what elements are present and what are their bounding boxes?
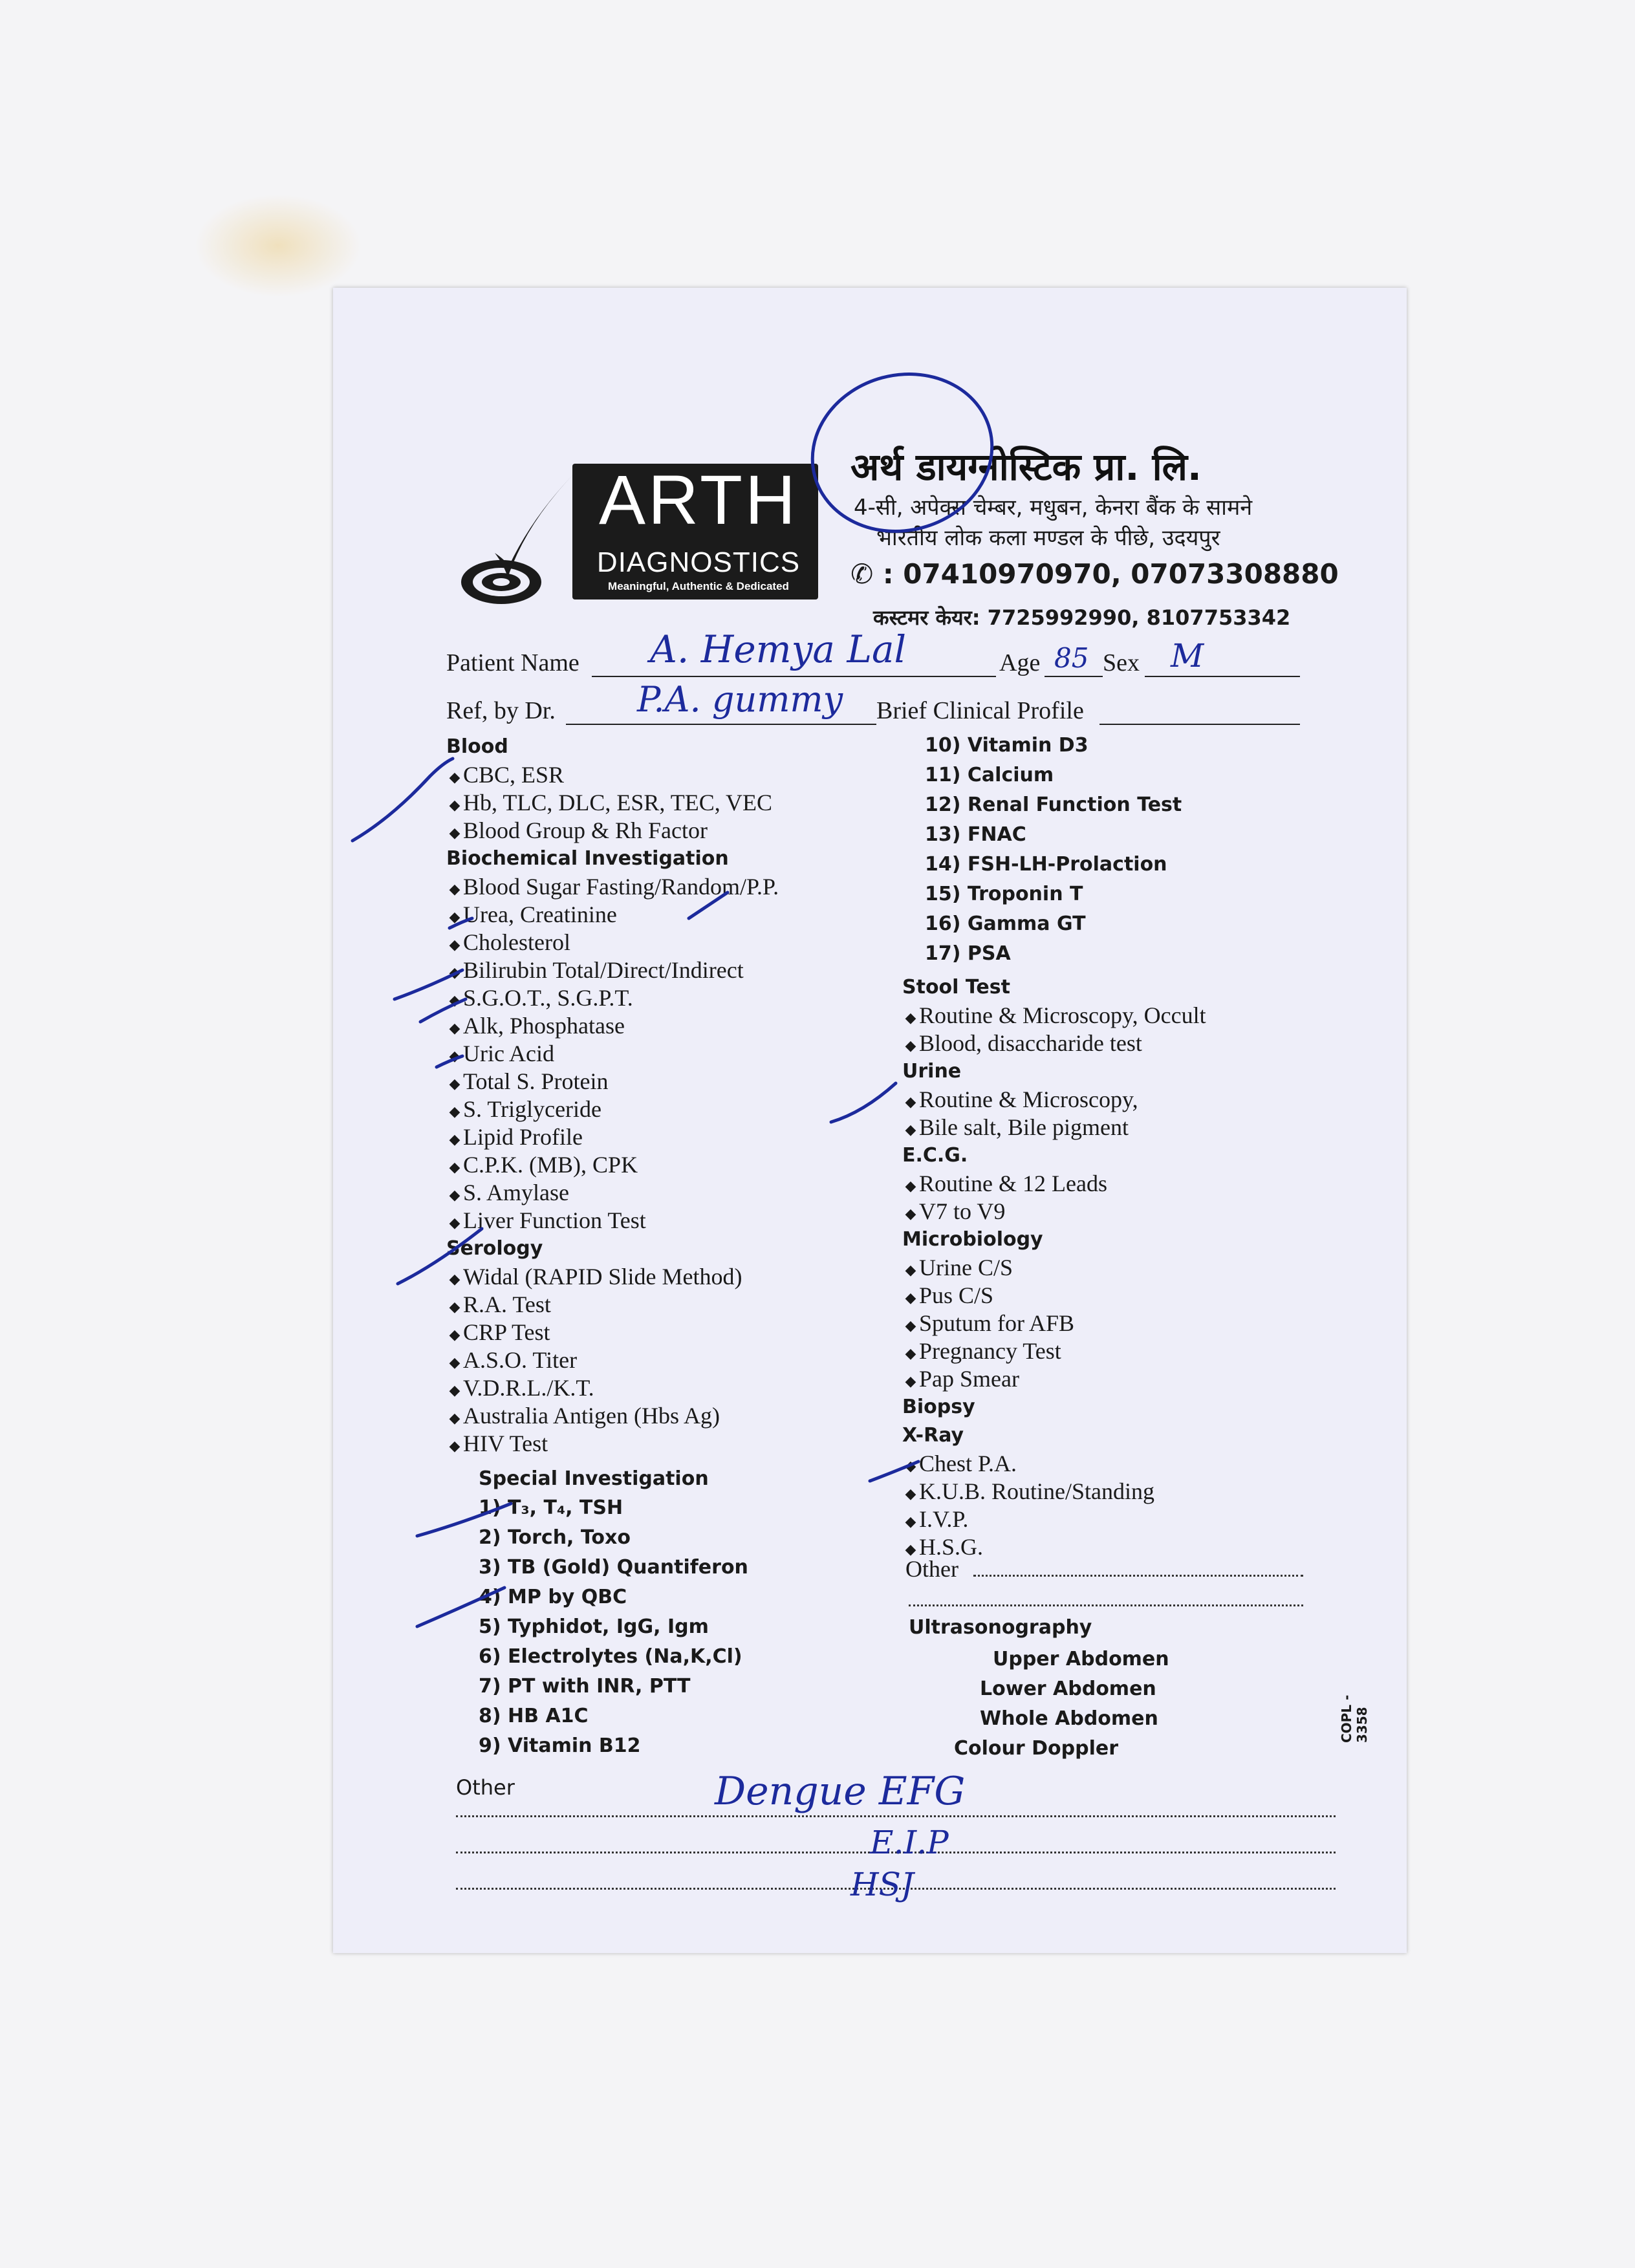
address-line-1: 4-सी, अपेक्स चेम्बर, मधुबन, केनरा बैंक के सामने <box>854 495 1253 521</box>
test-item-label: Routine & 12 Leads <box>919 1171 1107 1196</box>
test-item-label: S. Triglyceride <box>463 1096 602 1122</box>
tick-mark-bilirubin <box>395 970 462 999</box>
diamond-bullet-icon: ◆ <box>449 1382 460 1399</box>
test-item-label: V.D.R.L./K.T. <box>463 1375 594 1401</box>
diamond-bullet-icon: ◆ <box>905 1290 916 1306</box>
numbered-test-13-fnac[interactable]: 13) FNAC <box>925 823 1026 846</box>
special-test-1-t-t-tsh[interactable]: 1) T₃, T₄, TSH <box>479 1496 623 1519</box>
numbered-test-15-troponin-t[interactable]: 15) Troponin T <box>925 883 1083 905</box>
section-heading-urine: Urine <box>902 1060 962 1083</box>
test-item-label: Routine & Microscopy, <box>919 1086 1138 1112</box>
test-item-label: R.A. Test <box>463 1291 551 1317</box>
diamond-bullet-icon: ◆ <box>905 1178 916 1194</box>
section-heading-blood: Blood <box>446 735 508 758</box>
section-heading-e-c-g: E.C.G. <box>902 1144 968 1167</box>
tick-mark-sgot <box>420 999 466 1022</box>
section-heading-biochemical-investigation: Biochemical Investigation <box>446 847 729 870</box>
special-test-4-mp-by-qbc[interactable]: 4) MP by QBC <box>479 1586 627 1608</box>
address-line-2: भारतीय लोक कला मण्डल के पीछे, उदयपुर <box>876 525 1220 551</box>
diamond-bullet-icon: ◆ <box>449 1131 460 1148</box>
diamond-bullet-icon: ◆ <box>449 1326 460 1343</box>
diamond-bullet-icon: ◆ <box>449 992 460 1009</box>
tick-mark-mp <box>417 1588 504 1626</box>
test-item-label: Blood Sugar Fasting/Random/P.P. <box>463 874 779 900</box>
handwritten-other-2: E.I.P <box>870 1824 949 1861</box>
diamond-bullet-icon: ◆ <box>905 1485 916 1502</box>
diamond-bullet-icon: ◆ <box>449 1354 460 1371</box>
special-test-3-tb-gold-quantiferon[interactable]: 3) TB (Gold) Quantiferon <box>479 1556 748 1579</box>
form-code: COPL - 3358 <box>1339 1694 1370 1743</box>
section-heading-biopsy: Biopsy <box>902 1396 975 1418</box>
handwritten-age: 85 <box>1054 642 1089 674</box>
diamond-bullet-icon: ◆ <box>449 1020 460 1037</box>
usg-item-colour-doppler[interactable]: Colour Doppler <box>954 1737 1119 1760</box>
test-item-label: S. Amylase <box>463 1180 570 1205</box>
customer-care: कस्टमर केयर: 7725992990, 8107753342 <box>873 605 1291 630</box>
test-item-label: C.P.K. (MB), CPK <box>463 1152 638 1178</box>
diamond-bullet-icon: ◆ <box>905 1317 916 1334</box>
diamond-bullet-icon: ◆ <box>449 1075 460 1092</box>
company-name-hindi: अर्थ डायग्नोस्टिक प्रा. लि. <box>850 445 1202 489</box>
requisition-slip <box>333 288 1407 1953</box>
diamond-bullet-icon: ◆ <box>449 797 460 814</box>
right-other-text: Other <box>905 1556 958 1582</box>
diamond-bullet-icon: ◆ <box>449 769 460 786</box>
test-item-label: Widal (RAPID Slide Method) <box>463 1264 742 1290</box>
paper-stain <box>194 194 362 297</box>
test-item-label: Urine C/S <box>919 1255 1013 1280</box>
numbered-test-17-psa[interactable]: 17) PSA <box>925 942 1011 965</box>
test-item-label: S.G.O.T., S.G.P.T. <box>463 985 633 1011</box>
handwritten-other-1: Dengue EFG <box>715 1769 966 1814</box>
pen-marks-overlay <box>333 288 1407 1953</box>
diamond-bullet-icon: ◆ <box>449 1299 460 1315</box>
sex-label: Sex <box>1103 649 1140 676</box>
test-item-label: Uric Acid <box>463 1041 554 1066</box>
special-test-5-typhidot-igg-igm[interactable]: 5) Typhidot, IgG, Igm <box>479 1615 709 1638</box>
age-label: Age <box>999 649 1041 676</box>
special-test-6-electrolytes-na-k-cl[interactable]: 6) Electrolytes (Na,K,Cl) <box>479 1645 742 1668</box>
section-heading-x-ray: X-Ray <box>902 1424 964 1447</box>
phone-numbers: ✆ : 07410970970, 07073308880 <box>850 558 1339 590</box>
usg-item-whole-abdomen[interactable]: Whole Abdomen <box>980 1707 1158 1730</box>
diamond-bullet-icon: ◆ <box>905 1094 916 1110</box>
brand-subtitle: DIAGNOSTICS <box>596 546 801 578</box>
test-item-label: Liver Function Test <box>463 1207 646 1233</box>
numbered-test-11-calcium[interactable]: 11) Calcium <box>925 764 1054 786</box>
test-item-label: Sputum for AFB <box>919 1310 1075 1336</box>
diamond-bullet-icon: ◆ <box>905 1010 916 1026</box>
test-item-label: CRP Test <box>463 1319 550 1345</box>
handwritten-patient-name: A. Hemya Lal <box>650 627 907 671</box>
diamond-bullet-icon: ◆ <box>449 909 460 925</box>
test-item-label: H.S.G. <box>919 1534 984 1560</box>
special-test-2-torch-toxo[interactable]: 2) Torch, Toxo <box>479 1526 631 1549</box>
footer-other-label: Other <box>456 1775 515 1800</box>
test-item-label: Blood, disaccharide test <box>919 1030 1142 1056</box>
diamond-bullet-icon: ◆ <box>449 881 460 898</box>
tick-mark-widal <box>398 1229 482 1284</box>
test-item-label: Total S. Protein <box>463 1068 609 1094</box>
clinical-profile-label: Brief Clinical Profile <box>876 697 1084 724</box>
numbered-test-14-fsh-lh-prolaction[interactable]: 14) FSH-LH-Prolaction <box>925 853 1167 876</box>
test-item-label: Lipid Profile <box>463 1124 583 1150</box>
diamond-bullet-icon: ◆ <box>905 1121 916 1138</box>
test-item-label: Cholesterol <box>463 929 570 955</box>
stamp-circle-mark <box>795 354 1010 551</box>
test-item-label: Pap Smear <box>919 1366 1019 1392</box>
diamond-bullet-icon: ◆ <box>449 964 460 981</box>
test-item-label: Australia Antigen (Hbs Ag) <box>463 1403 720 1429</box>
numbered-test-12-renal-function-test[interactable]: 12) Renal Function Test <box>925 794 1182 816</box>
ref-doctor-label: Ref, by Dr. <box>446 697 556 724</box>
special-investigation-heading: Special Investigation <box>479 1467 709 1490</box>
test-item-label: Pregnancy Test <box>919 1338 1061 1364</box>
special-test-8-hb-a1c[interactable]: 8) HB A1C <box>479 1705 589 1727</box>
numbered-test-10-vitamin-d3[interactable]: 10) Vitamin D3 <box>925 734 1088 757</box>
section-heading-stool-test: Stool Test <box>902 976 1010 999</box>
diamond-bullet-icon: ◆ <box>449 825 460 841</box>
diamond-bullet-icon: ◆ <box>905 1345 916 1362</box>
special-test-9-vitamin-b12[interactable]: 9) Vitamin B12 <box>479 1734 641 1757</box>
test-item-label: Hb, TLC, DLC, ESR, TEC, VEC <box>463 790 773 815</box>
ultrasonography-heading: Ultrasonography <box>909 1616 1092 1639</box>
tick-mark-t3 <box>417 1504 511 1536</box>
test-item-label: HIV Test <box>463 1431 548 1456</box>
handwritten-sex: M <box>1171 637 1204 675</box>
patient-name-label: Patient Name <box>446 649 579 676</box>
test-item-label: Blood Group & Rh Factor <box>463 817 708 843</box>
test-item-label: Alk, Phosphatase <box>463 1013 625 1039</box>
test-item-label: Routine & Microscopy, Occult <box>919 1002 1206 1028</box>
test-item-label: Chest P.A. <box>919 1451 1017 1476</box>
test-item-label: I.V.P. <box>919 1506 969 1532</box>
usg-item-upper-abdomen[interactable]: Upper Abdomen <box>993 1648 1169 1670</box>
test-item-label: Urea, Creatinine <box>463 902 617 927</box>
diamond-bullet-icon: ◆ <box>905 1037 916 1054</box>
section-heading-serology: Serology <box>446 1237 543 1260</box>
diamond-bullet-icon: ◆ <box>449 1438 460 1454</box>
diamond-bullet-icon: ◆ <box>905 1458 916 1474</box>
diamond-bullet-icon: ◆ <box>449 1410 460 1427</box>
diamond-bullet-icon: ◆ <box>449 1215 460 1231</box>
usg-item-lower-abdomen[interactable]: Lower Abdomen <box>980 1678 1156 1700</box>
handwritten-ref-doctor: P.A. gummy <box>637 679 843 720</box>
diamond-bullet-icon: ◆ <box>905 1205 916 1222</box>
diamond-bullet-icon: ◆ <box>905 1541 916 1558</box>
diamond-bullet-icon: ◆ <box>449 1103 460 1120</box>
test-item-label: V7 to V9 <box>919 1198 1006 1224</box>
tick-mark-cbc <box>352 759 453 841</box>
diamond-bullet-icon: ◆ <box>449 1048 460 1064</box>
section-heading-microbiology: Microbiology <box>902 1228 1043 1251</box>
diamond-bullet-icon: ◆ <box>449 1159 460 1176</box>
tick-mark-sugar <box>689 892 728 918</box>
diamond-bullet-icon: ◆ <box>449 1271 460 1288</box>
test-item-label: Bile salt, Bile pigment <box>919 1114 1129 1140</box>
special-test-7-pt-with-inr-ptt[interactable]: 7) PT with INR, PTT <box>479 1675 691 1698</box>
diamond-bullet-icon: ◆ <box>449 936 460 953</box>
diamond-bullet-icon: ◆ <box>905 1373 916 1390</box>
test-item-label: K.U.B. Routine/Standing <box>919 1478 1155 1504</box>
numbered-test-16-gamma-gt[interactable]: 16) Gamma GT <box>925 913 1086 935</box>
test-item-label: Pus C/S <box>919 1282 994 1308</box>
tick-mark-uric <box>437 1056 462 1067</box>
diamond-bullet-icon: ◆ <box>449 1187 460 1204</box>
tick-mark-urea <box>449 918 472 928</box>
tick-mark-xray <box>870 1462 918 1481</box>
test-item-label: CBC, ESR <box>463 762 565 788</box>
handwritten-other-3: HSJ <box>850 1866 914 1903</box>
tick-mark-urine <box>831 1083 896 1122</box>
brand-name: ARTH <box>598 460 799 539</box>
test-item-label: Bilirubin Total/Direct/Indirect <box>463 957 744 983</box>
test-item-label: A.S.O. Titer <box>463 1347 578 1373</box>
diamond-bullet-icon: ◆ <box>905 1513 916 1530</box>
brand-tagline: Meaningful, Authentic & Dedicated <box>608 580 789 592</box>
diamond-bullet-icon: ◆ <box>905 1262 916 1279</box>
